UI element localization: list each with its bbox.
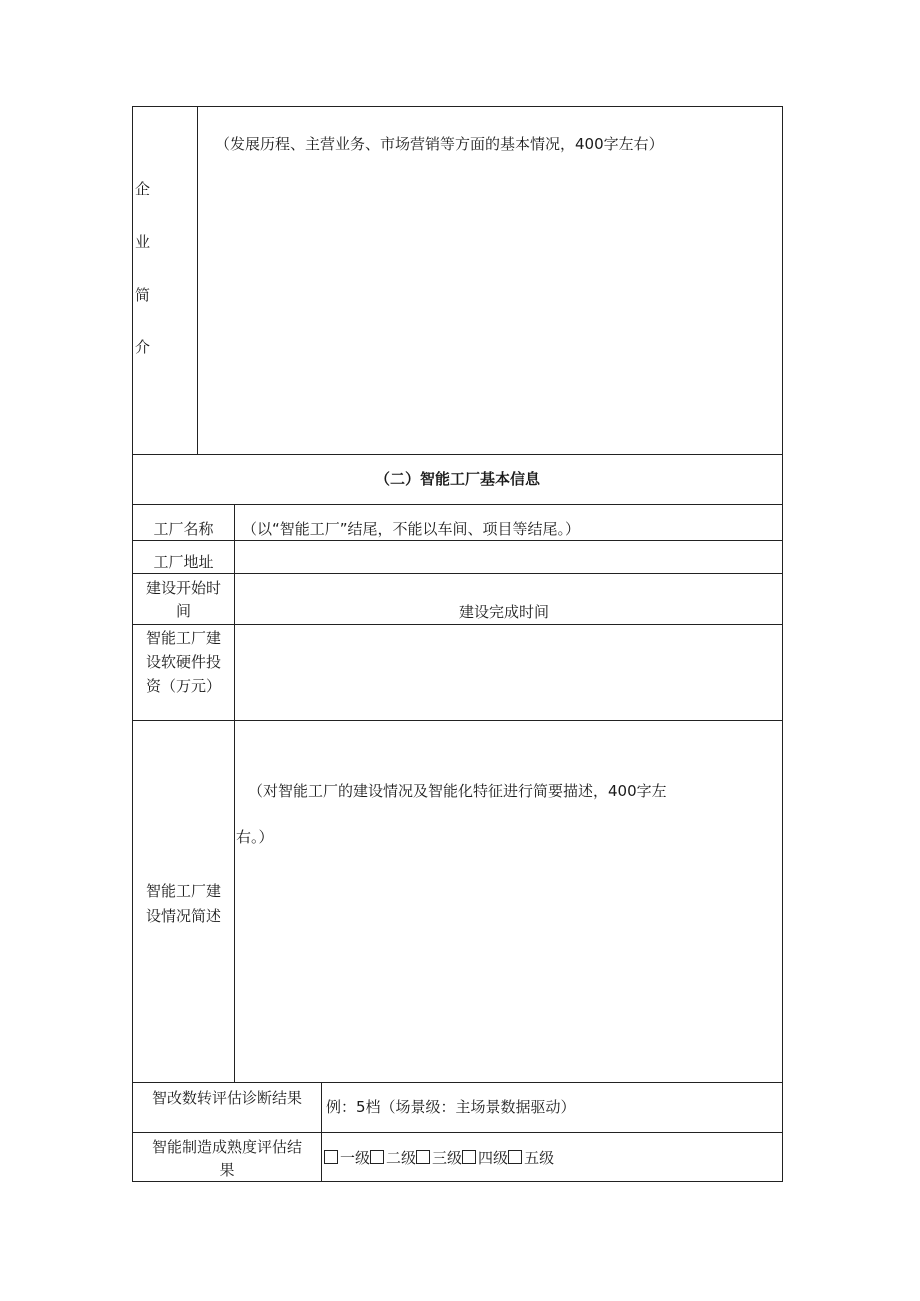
rule-after-section <box>132 504 783 505</box>
checkbox-icon[interactable] <box>508 1150 522 1164</box>
maturity-label-line1: 智能制造成熟度评估结 <box>151 1138 302 1156</box>
build-desc-hint-line2[interactable]: 右。） <box>236 828 274 846</box>
divider-intro <box>197 106 198 454</box>
intro-label-char-1: 企 <box>135 180 151 198</box>
maturity-option-label: 二级 <box>386 1148 417 1167</box>
investment-label-line2: 设软硬件投 <box>145 653 221 671</box>
maturity-option-label: 三级 <box>432 1148 463 1167</box>
build-desc-label-line1: 智能工厂建 <box>145 882 221 900</box>
maturity-option-4[interactable] <box>462 1147 508 1168</box>
rule-after-invest <box>132 720 783 721</box>
divider-result <box>321 1082 322 1182</box>
maturity-option-label: 四级 <box>478 1148 509 1167</box>
rule-after-desc <box>132 1082 783 1083</box>
factory-name-hint[interactable]: （以“智能工厂”结尾，不能以车间、项目等结尾。） <box>242 520 581 538</box>
diagnosis-value[interactable]: 例：5档（场景级：主场景数据驱动） <box>326 1098 576 1116</box>
intro-label-char-3: 简 <box>135 286 151 304</box>
maturity-option-label: 五级 <box>524 1148 555 1167</box>
checkbox-icon[interactable] <box>416 1150 430 1164</box>
intro-label-char-2: 业 <box>135 233 151 251</box>
maturity-option-5[interactable] <box>508 1147 554 1168</box>
divider-info <box>234 504 235 1082</box>
maturity-label-line2: 果 <box>219 1161 235 1179</box>
build-start-label-line2: 间 <box>175 602 191 620</box>
factory-address-label: 工厂地址 <box>153 553 214 571</box>
diagnosis-label: 智改数转评估诊断结果 <box>151 1089 302 1107</box>
border-bottom <box>132 1181 783 1182</box>
maturity-option-1[interactable] <box>324 1147 370 1168</box>
factory-name-label: 工厂名称 <box>153 520 214 538</box>
investment-label-line1: 智能工厂建 <box>145 629 221 647</box>
checkbox-icon[interactable] <box>462 1150 476 1164</box>
maturity-option-2[interactable] <box>370 1147 416 1168</box>
intro-hint[interactable]: （发展历程、主营业务、市场营销等方面的基本情况，400字左右） <box>215 135 664 153</box>
rule-after-address <box>132 573 783 574</box>
maturity-option-label: 一级 <box>340 1148 371 1167</box>
checkbox-icon[interactable] <box>324 1150 338 1164</box>
intro-label-char-4: 介 <box>135 338 151 356</box>
section-title: （二）智能工厂基本信息 <box>374 470 540 488</box>
maturity-options <box>324 1146 554 1168</box>
build-desc-label-line2: 设情况简述 <box>145 907 221 925</box>
border-right <box>782 106 783 1182</box>
checkbox-icon[interactable] <box>370 1150 384 1164</box>
factory-address-field[interactable] <box>235 541 782 573</box>
maturity-option-3[interactable] <box>416 1147 462 1168</box>
border-top <box>132 106 783 107</box>
build-end-label: 建设完成时间 <box>459 603 550 621</box>
rule-after-intro <box>132 454 783 455</box>
rule-after-diagnosis <box>132 1132 783 1133</box>
build-start-label-line1: 建设开始时 <box>145 579 221 597</box>
investment-label-line3: 资（万元） <box>145 677 221 695</box>
build-desc-hint-line1[interactable]: （对智能工厂的建设情况及智能化特征进行简要描述，400字左 <box>248 782 667 800</box>
investment-field[interactable] <box>235 625 782 720</box>
